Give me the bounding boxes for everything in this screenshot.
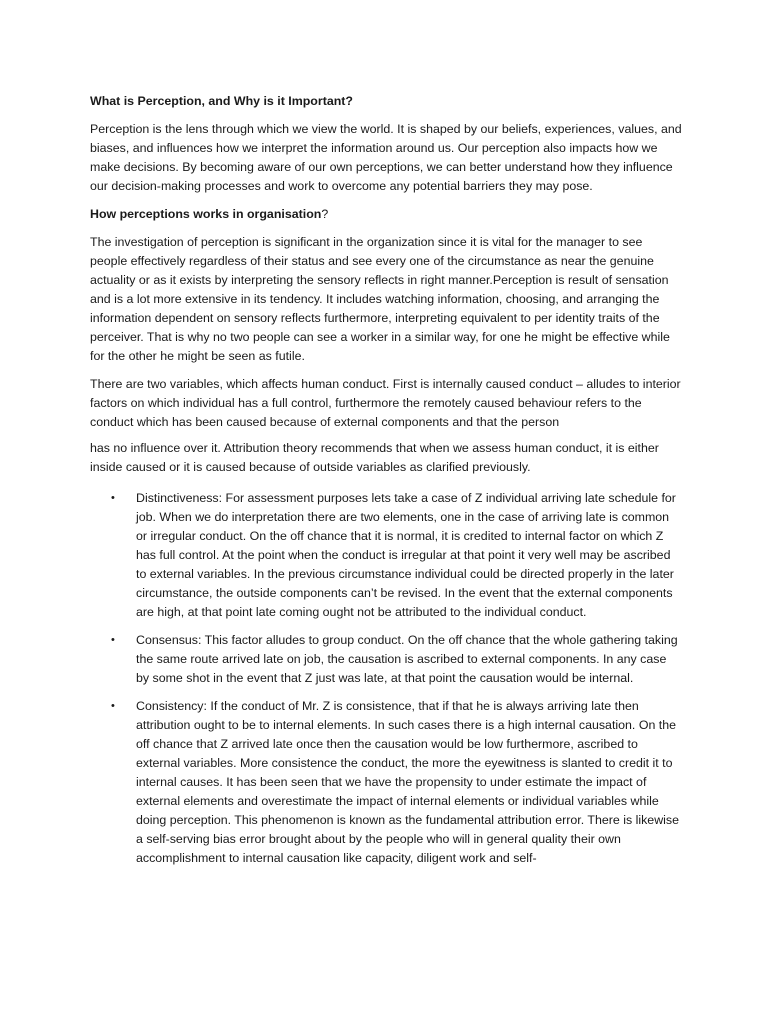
heading-text: How perceptions works in organisation bbox=[90, 207, 322, 221]
paragraph-two-variables: There are two variables, which affects human conduct. First is internally caused conduct – alludes to interior factors on which individual has a full control, furthermore the remotely caused behaviour refers to the conduct which has been caused because of external components and that the person bbox=[90, 377, 681, 429]
paragraph-perception-intro: Perception is the lens through which we view the world. It is shaped by our beliefs, experiences, values, and biases, and influences how we interpret the information around us. Our perception also impacts how we make decisions. By becoming aware of our own perceptions, we can better understand how they influence our decision-making processes and work to overcome any potential barriers they may pose. bbox=[90, 122, 682, 193]
bullet-icon: • bbox=[111, 700, 115, 712]
bullet-icon: • bbox=[111, 492, 115, 504]
heading-text: What is Perception, and Why is it Important? bbox=[90, 94, 353, 108]
list-item-text: Distinctiveness: For assessment purposes lets take a case of Z individual arriving late schedule for job. When we do interpretation there are two elements, one in the case of arriving late is common or irregular conduct. On the off chance that it is normal, it is credited to internal factor on which Z has full control. At the point when the conduct is irregular at that point it very well may be ascribed to external variables. In the previous circumstance individual could be directed properly in the later circumstance, the outside components can’t be revised. In the event that the external components are high, at that point late coming ought not be attributed to the individual conduct. bbox=[136, 491, 676, 619]
heading-question-mark: ? bbox=[321, 207, 329, 221]
section-heading-perception bbox=[90, 92, 682, 111]
list-item-text: Consistency: If the conduct of Mr. Z is consistence, that if that he is always arriving late then attribution ought to be to internal elements. In such cases there is a high internal causation. On the off chance that Z arrived late once then the causation would be low furthermore, ascribed to external variables. More consistence the conduct, the more the eyewitness is slanted to credit it to internal causes. It has been seen that we have the propensity to under estimate the impact of external elements and overestimate the impact of internal elements or individual variables while doing perception. This phenomenon is known as the fundamental attribution error. There is likewise a self-serving bias error brought about by the people who will in general quality their own accomplishment to internal causation like capacity, diligent work and self- bbox=[136, 699, 679, 865]
list-item-distinctiveness bbox=[90, 489, 682, 622]
list-item-consensus bbox=[90, 631, 682, 688]
paragraph-attribution-theory: has no influence over it. Attribution theory recommends that when we assess human conduct, it is either inside caused or it is caused because of outside variables as clarified previously. bbox=[90, 441, 659, 474]
bullet-icon: • bbox=[111, 634, 115, 646]
list-item-consistency bbox=[90, 697, 682, 868]
document-body bbox=[90, 92, 682, 877]
list-item-text: Consensus: This factor alludes to group conduct. On the off chance that the whole gathering taking the same route arrived late on job, the causation is ascribed to external components. In any case by some shot in the event that Z just was late, at that point the causation would be internal. bbox=[136, 633, 678, 685]
section-heading-organisation bbox=[90, 205, 682, 224]
bullet-list-attribution-factors bbox=[90, 489, 682, 868]
paragraph-investigation: The investigation of perception is significant in the organization since it is vital for the manager to see people effectively regardless of their status and see every one of the circumstance as near the genuine actuality or as it exists by interpreting the sensory reflects in right manner.Perception is result of sensation and is a lot more extensive in its tendency. It includes watching information, choosing, and arranging the information dependent on sensory reflects furthermore, interpreting equivalent to per identity traits of the perceiver. That is why no two people can see a worker in a similar way, for one he might be effective while for the other he might be seen as futile. bbox=[90, 235, 670, 363]
